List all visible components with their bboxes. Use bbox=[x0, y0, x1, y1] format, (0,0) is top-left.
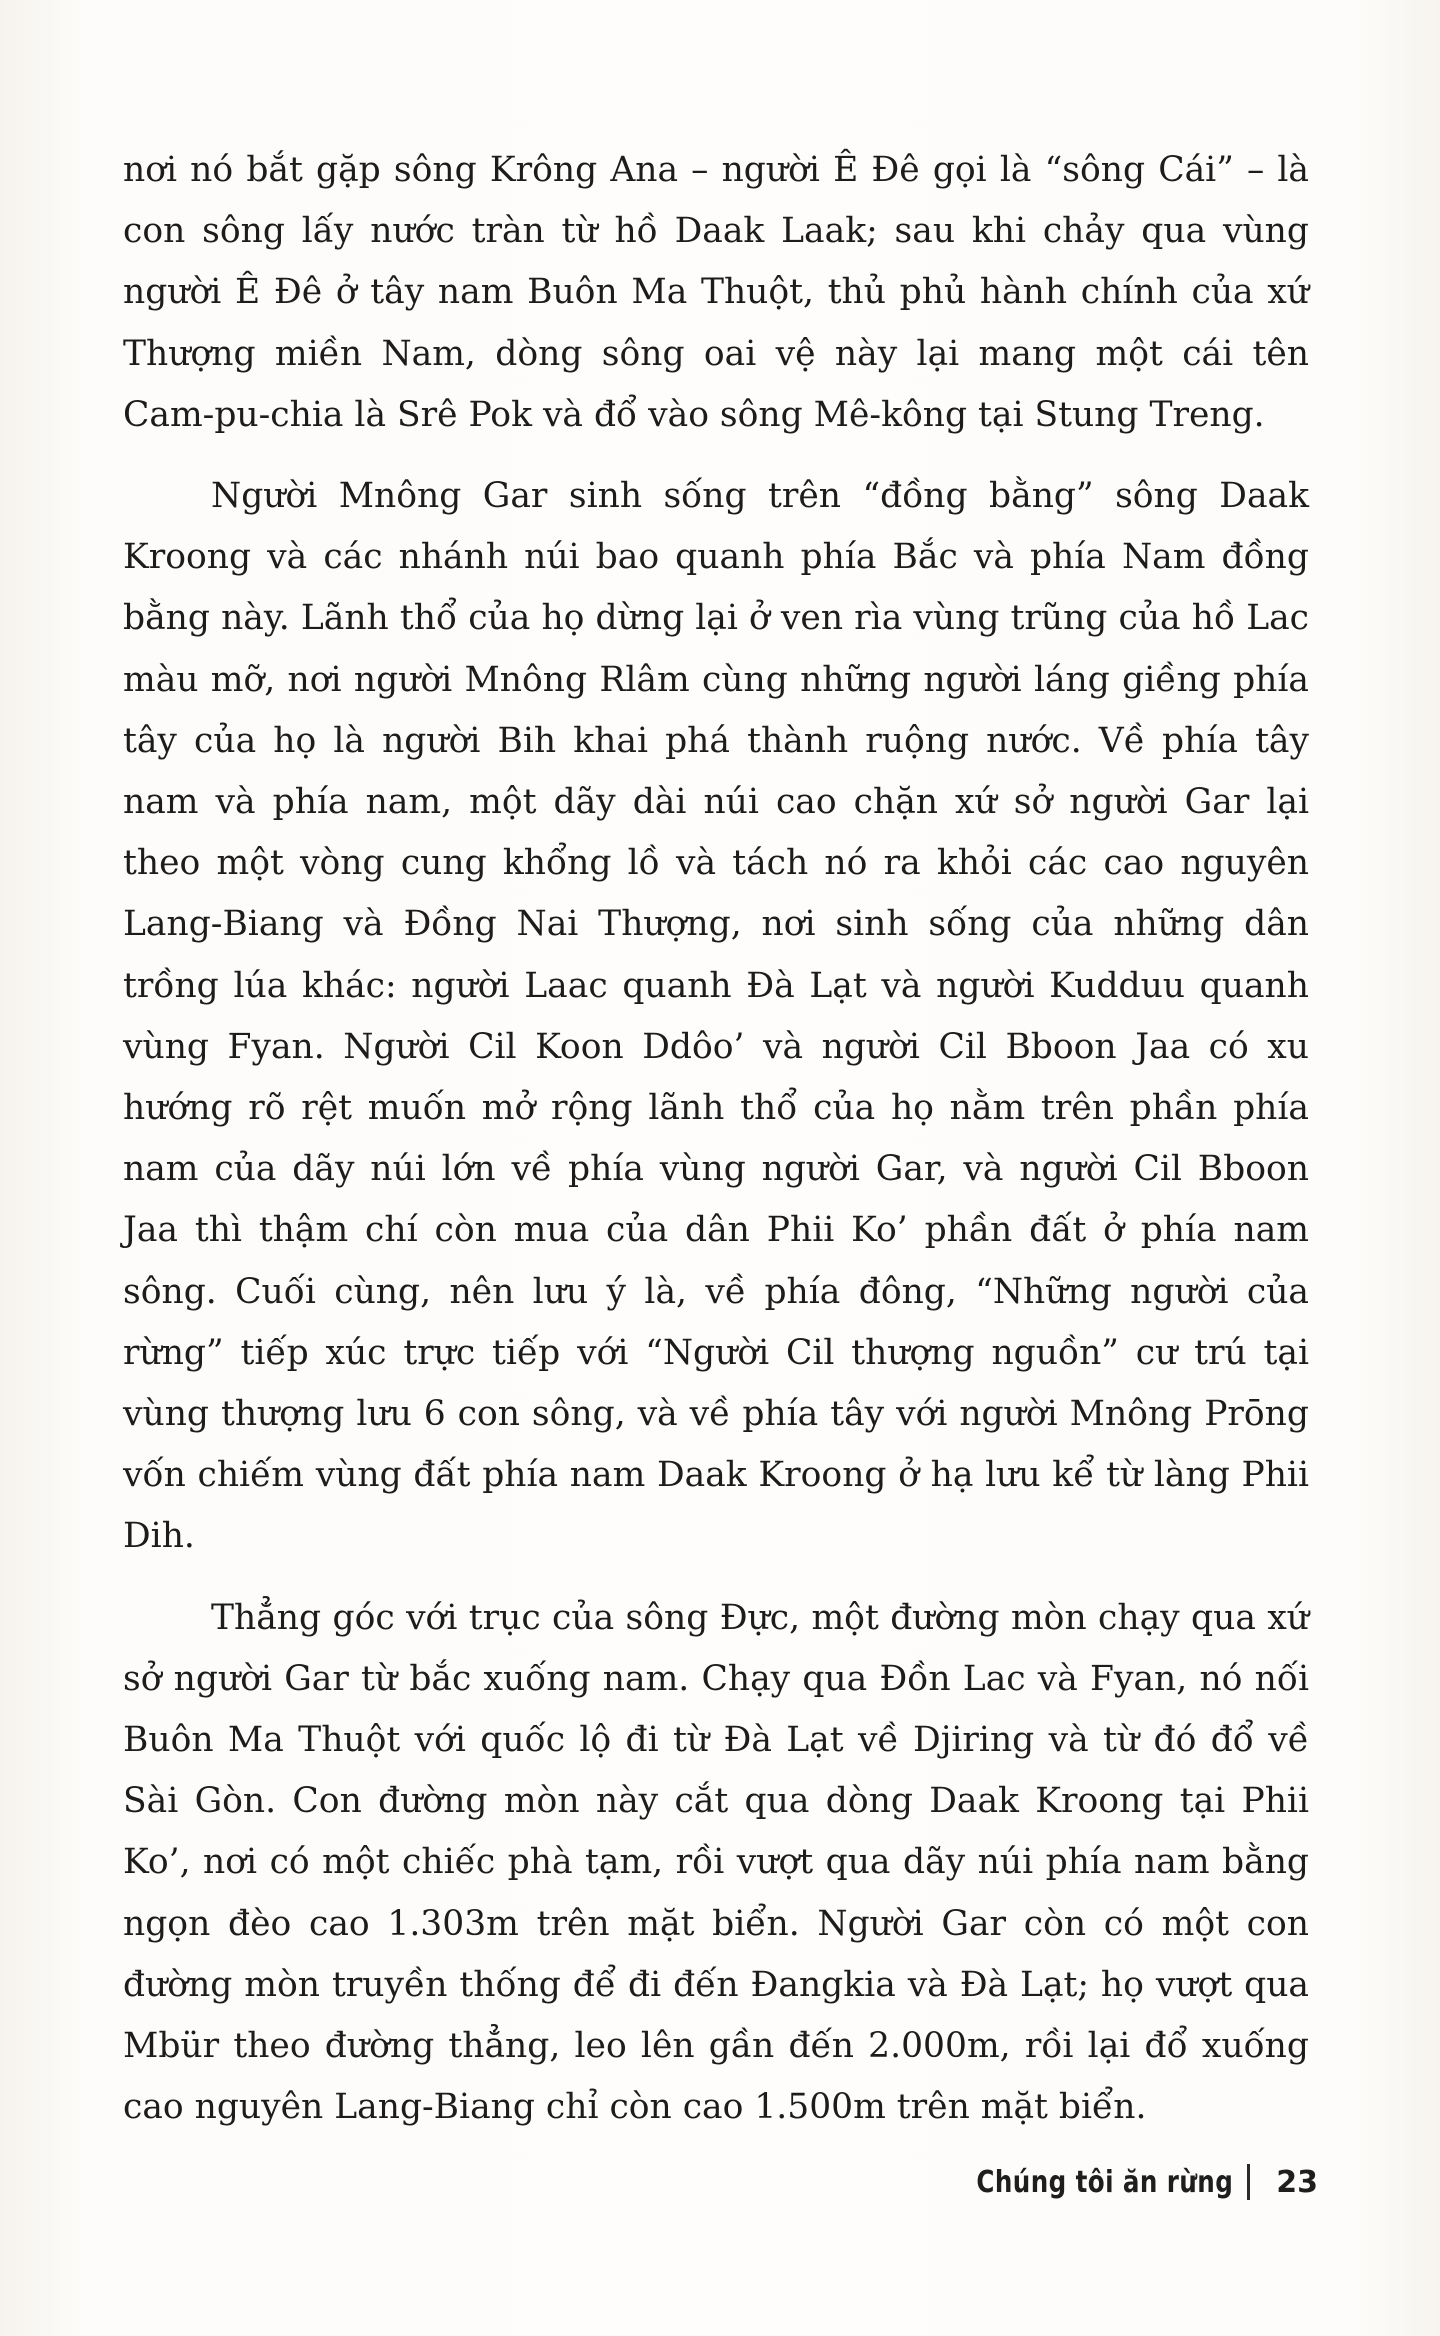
paragraph: Thẳng góc với trục của sông Đực, một đường mòn chạy qua xứ sở người Gar từ bắc xuống nam. Chạy qua Đồn Lac và Fyan, nó nối Buôn Ma Thuột với quốc lộ đi từ Đà Lạt về Djiring và từ đó đổ về Sài Gòn. Con đường mòn này cắt qua dòng Daak Kroong tại Phii Ko’, nơi có một chiếc phà tạm, rồi vượt qua dãy núi phía nam bằng ngọn đèo cao 1.303m trên mặt biển. Người Gar còn có một con đường mòn truyền thống để đi đến Đangkia và Đà Lạt; họ vượt qua Mbür theo đường thẳng, leo lên gần đến 2.000m, rồi lại đổ xuống cao nguyên Lang-Biang chỉ còn cao 1.500m trên mặt biển. bbox=[123, 1597, 1309, 2128]
page-footer bbox=[920, 2156, 1318, 2208]
paragraph: Người Mnông Gar sinh sống trên “đồng bằng” sông Daak Kroong và các nhánh núi bao quanh phía Bắc và phía Nam đồng bằng này. Lãnh thổ của họ dừng lại ở ven rìa vùng trũng của hồ Lac màu mỡ, nơi người Mnông Rlâm cùng những người láng giềng phía tây của họ là người Bih khai phá thành ruộng nước. Về phía tây nam và phía nam, một dãy dài núi cao chặn xứ sở người Gar lại theo một vòng cung khổng lồ và tách nó ra khỏi các cao nguyên Lang-Biang và Đồng Nai Thượng, nơi sinh sống của những dân trồng lúa khác: người Laac quanh Đà Lạt và người Kudduu quanh vùng Fyan. Người Cil Koon Ddôo’ và người Cil Bboon Jaa có xu hướng rõ rệt muốn mở rộng lãnh thổ của họ nằm trên phần phía nam của dãy núi lớn về phía vùng người Gar, và người Cil Bboon Jaa thì thậm chí còn mua của dân Phii Ko’ phần đất ở phía nam sông. Cuối cùng, nên lưu ý là, về phía đông, “Những người của rừng” tiếp xúc trực tiếp với “Người Cil thượng nguồn” cư trú tại vùng thượng lưu 6 con sông, và về phía tây với người Mnông Prōng vốn chiếm vùng đất phía nam Daak Kroong ở hạ lưu kể từ làng Phii Dih. bbox=[123, 476, 1309, 1557]
page-number: 23 bbox=[1276, 2164, 1318, 2200]
paragraph-continued: nơi nó bắt gặp sông Krông Ana – người Ê Đê gọi là “sông Cái” – là con sông lấy nước tràn từ hồ Daak Laak; sau khi chảy qua vùng người Ê Đê ở tây nam Buôn Ma Thuột, thủ phủ hành chính của xứ Thượng miền Nam, dòng sông oai vệ này lại mang một cái tên Cam-pu-chia là Srê Pok và đổ vào sông Mê-kông tại Stung Treng. bbox=[123, 150, 1309, 435]
running-head: Chúng tôi ăn rừng bbox=[976, 2164, 1234, 2200]
footer-separator bbox=[1247, 2164, 1250, 2200]
body-text bbox=[123, 140, 1309, 2139]
